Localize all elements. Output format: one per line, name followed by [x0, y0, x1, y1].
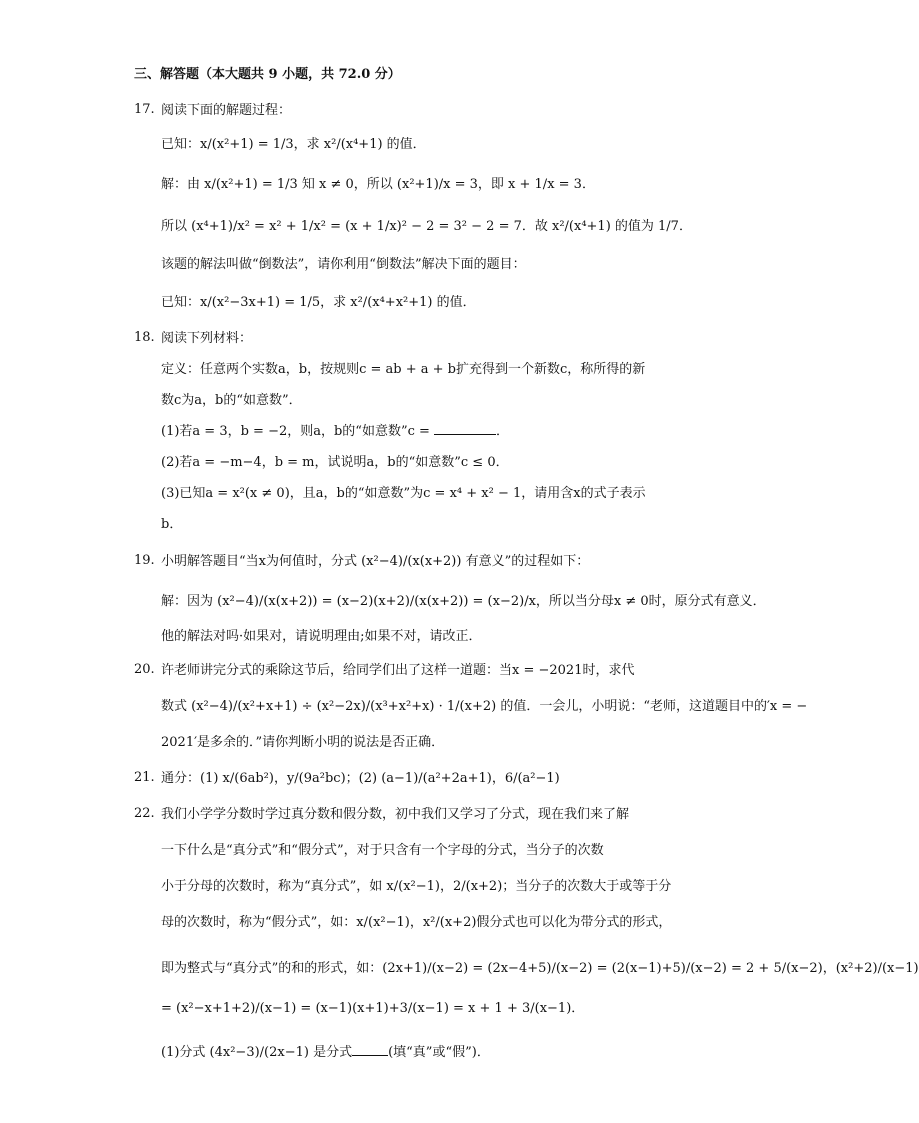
problem-19-number: 19. [134, 553, 155, 568]
problem-17-line-2: 已知：x/(x²+1) = 1/3，求 x²/(x⁴+1) 的值． [161, 137, 426, 152]
problem-17-line-1: 阅读下面的解题过程： [161, 103, 292, 118]
problem-18-line-7: b． [161, 517, 183, 532]
problem-22-number: 22. [134, 806, 155, 821]
problem-18-line-3: 数c为a，b的“如意数”． [161, 393, 302, 408]
problem-19-line-3: 他的解法对吗·如果对，请说明理由;如果不对，请改正． [161, 629, 482, 644]
problem-17-line-6: 已知：x/(x²−3x+1) = 1/5，求 x²/(x⁴+x²+1) 的值． [161, 295, 476, 310]
problem-22-line-6: = (x²−x+1+2)/(x−1) = (x−1)(x+1)+3/(x−1) = x + 1 + 3/(x−1)． [161, 1001, 585, 1016]
problem-22-q1-hint: (填“真”或“假”)． [388, 1045, 490, 1060]
problem-19-line-2: 解：因为 (x²−4)/(x(x+2)) = (x−2)(x+2)/(x(x+2)) = (x−2)/x，所以当分母x ≠ 0时，原分式有意义． [161, 594, 766, 609]
problem-22-line-5: 即为整式与“真分式”的和的形式，如：(2x+1)/(x−2) = (2x−4+5)/(x−2) = (2(x−1)+5)/(x−2) = 2 + 5/(x−2)，(x²+2)/(x−1) [161, 961, 919, 976]
problem-18-line-2: 定义：任意两个实数a，b，按规则c = ab + a + b扩充得到一个新数c，称所得的新 [161, 362, 646, 377]
problem-18-number: 18. [134, 330, 155, 345]
problem-21-number: 21. [134, 770, 155, 785]
answer-blank-22-1[interactable] [352, 1055, 388, 1056]
problem-17-line-5: 该题的解法叫做“倒数法”，请你利用“倒数法”解决下面的题目： [161, 257, 526, 272]
problem-17-line-3: 解：由 x/(x²+1) = 1/3 知 x ≠ 0，所以 (x²+1)/x = 3，即 x + 1/x = 3． [161, 177, 595, 192]
problem-17-line-4: 所以 (x⁴+1)/x² = x² + 1/x² = (x + 1/x)² − 2 = 3² − 2 = 7．故 x²/(x⁴+1) 的值为 1/7． [161, 219, 692, 234]
problem-20-line-3: 2021′是多余的．”请你判断小明的说法是否正确． [161, 735, 445, 750]
answer-blank-18-1[interactable] [434, 434, 496, 435]
problem-22-line-4: 母的次数时，称为“假分式”，如：x/(x²−1)，x²/(x+2)假分式也可以化为带分式的形式， [161, 915, 672, 930]
problem-20-number: 20. [134, 662, 155, 677]
problem-18-line-6: (3)已知a = x²(x ≠ 0)，且a，b的“如意数”为c = x⁴ + x² − 1，请用含x的式子表示 [161, 486, 646, 501]
problem-20-line-2: 数式 (x²−4)/(x²+x+1) ÷ (x²−2x)/(x³+x²+x) · 1/(x+2) 的值．一会儿，小明说：“老师，这道题目中的′x = − [161, 699, 808, 714]
problem-20-line-1: 许老师讲完分式的乘除这节后，给同学们出了这样一道题：当x = −2021时，求代 [161, 663, 635, 678]
problem-22-line-2: 一下什么是“真分式”和“假分式”，对于只含有一个字母的分式，当分子的次数 [161, 843, 604, 858]
problem-18-line-4: (1)若a = 3，b = −2，则a，b的“如意数”c = ． [161, 424, 510, 439]
problem-22-line-1: 我们小学学分数时学过真分数和假分数，初中我们又学习了分式，现在我们来了解 [161, 807, 630, 822]
section-title: 三、解答题（本大题共 9 小题，共 72.0 分） [134, 67, 401, 82]
problem-21-line-1: 通分：(1) x/(6ab²)，y/(9a²bc)；(2) (a−1)/(a²+2a+1)，6/(a²−1) [161, 771, 560, 786]
problem-18-q1-text: (1)若a = 3，b = −2，则a，b的“如意数”c = [161, 424, 435, 439]
problem-22-line-7 [161, 1044, 490, 1062]
problem-19-line-1: 小明解答题目“当x为何值时，分式 (x²−4)/(x(x+2)) 有意义”的过程如下： [161, 554, 590, 569]
problem-18-line-1: 阅读下列材料： [161, 331, 253, 346]
problem-17-number: 17. [134, 102, 155, 117]
problem-18-line-5: (2)若a = −m−4，b = m，试说明a，b的“如意数”c ≤ 0． [161, 455, 509, 470]
problem-22-line-3: 小于分母的次数时，称为“真分式”，如 x/(x²−1)，2/(x+2)；当分子的次数大于或等于分 [161, 879, 672, 894]
problem-22-q1-text: (1)分式 (4x²−3)/(2x−1) 是分式 [161, 1045, 353, 1060]
